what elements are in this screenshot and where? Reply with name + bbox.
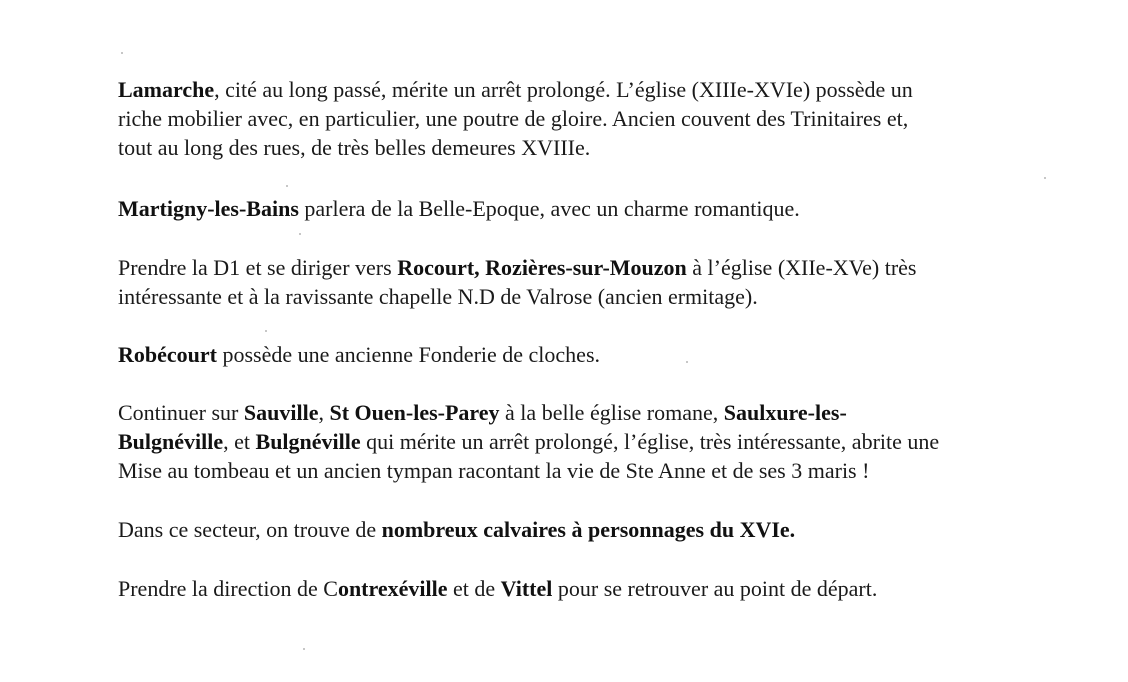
text-segment: , et <box>223 429 256 454</box>
place-st-ouen-les-parey: St Ouen-les-Parey <box>329 400 500 425</box>
place-saulxure-part2: Bulgnéville <box>118 429 224 454</box>
paragraph-martigny <box>118 194 800 223</box>
paragraph-lamarche <box>118 75 913 162</box>
text-segment: Prendre la direction de C <box>118 576 338 601</box>
paragraph-rocourt <box>118 253 916 311</box>
paragraph-robecourt <box>118 340 600 369</box>
text-segment: , cité au long passé, mérite un arrêt prolongé. L’église (XIIIe-XVIe) possède un <box>214 77 913 102</box>
text-segment: tout au long des rues, de très belles demeures XVIIIe. <box>118 135 591 160</box>
place-contrexeville: ontrexéville <box>337 576 448 601</box>
text-segment: Continuer sur <box>118 400 244 425</box>
place-martigny-les-bains: Martigny-les-Bains <box>118 196 299 221</box>
scan-speck <box>299 233 301 235</box>
text-segment: qui mérite un arrêt prolongé, l’église, très intéressante, abrite une <box>360 429 940 454</box>
paragraph-secteur <box>118 515 795 544</box>
scan-speck <box>265 330 267 332</box>
text-segment: possède une ancienne Fonderie de cloches. <box>216 342 601 367</box>
text-segment: Dans ce secteur, on trouve de <box>118 517 382 542</box>
text-segment: riche mobilier avec, en particulier, une poutre de gloire. Ancien couvent des Trinitaires et, <box>118 106 909 131</box>
paragraph-sauville <box>118 398 939 485</box>
text-segment: et de <box>447 576 501 601</box>
text-segment: , <box>318 400 330 425</box>
text-segment: Prendre la D1 et se diriger vers <box>118 255 398 280</box>
text-segment: parlera de la Belle-Epoque, avec un charme romantique. <box>298 196 800 221</box>
place-vittel: Vittel <box>500 576 553 601</box>
scan-speck <box>303 648 305 650</box>
place-lamarche: Lamarche <box>118 77 215 102</box>
place-sauville: Sauville <box>243 400 319 425</box>
place-robecourt: Robécourt <box>118 342 217 367</box>
paragraph-direction <box>118 574 877 603</box>
place-saulxure-part1: Saulxure-les- <box>723 400 847 425</box>
highlight-calvaires: nombreux calvaires à personnages du XVIe. <box>381 517 796 542</box>
place-bulgneville: Bulgnéville <box>255 429 361 454</box>
text-segment: à l’église (XIIe-XVe) très <box>686 255 917 280</box>
scan-speck <box>686 361 688 363</box>
scan-speck <box>286 185 288 187</box>
text-segment: Mise au tombeau et un ancien tympan racontant la vie de Ste Anne et de ses 3 maris ! <box>118 458 870 483</box>
scan-speck <box>121 52 123 54</box>
scan-speck <box>1044 177 1046 179</box>
text-segment: pour se retrouver au point de départ. <box>552 576 878 601</box>
text-segment: intéressante et à la ravissante chapelle N.D de Valrose (ancien ermitage). <box>118 284 758 309</box>
place-rocourt-rozieres: Rocourt, Rozières-sur-Mouzon <box>397 255 687 280</box>
text-segment: à la belle église romane, <box>499 400 724 425</box>
